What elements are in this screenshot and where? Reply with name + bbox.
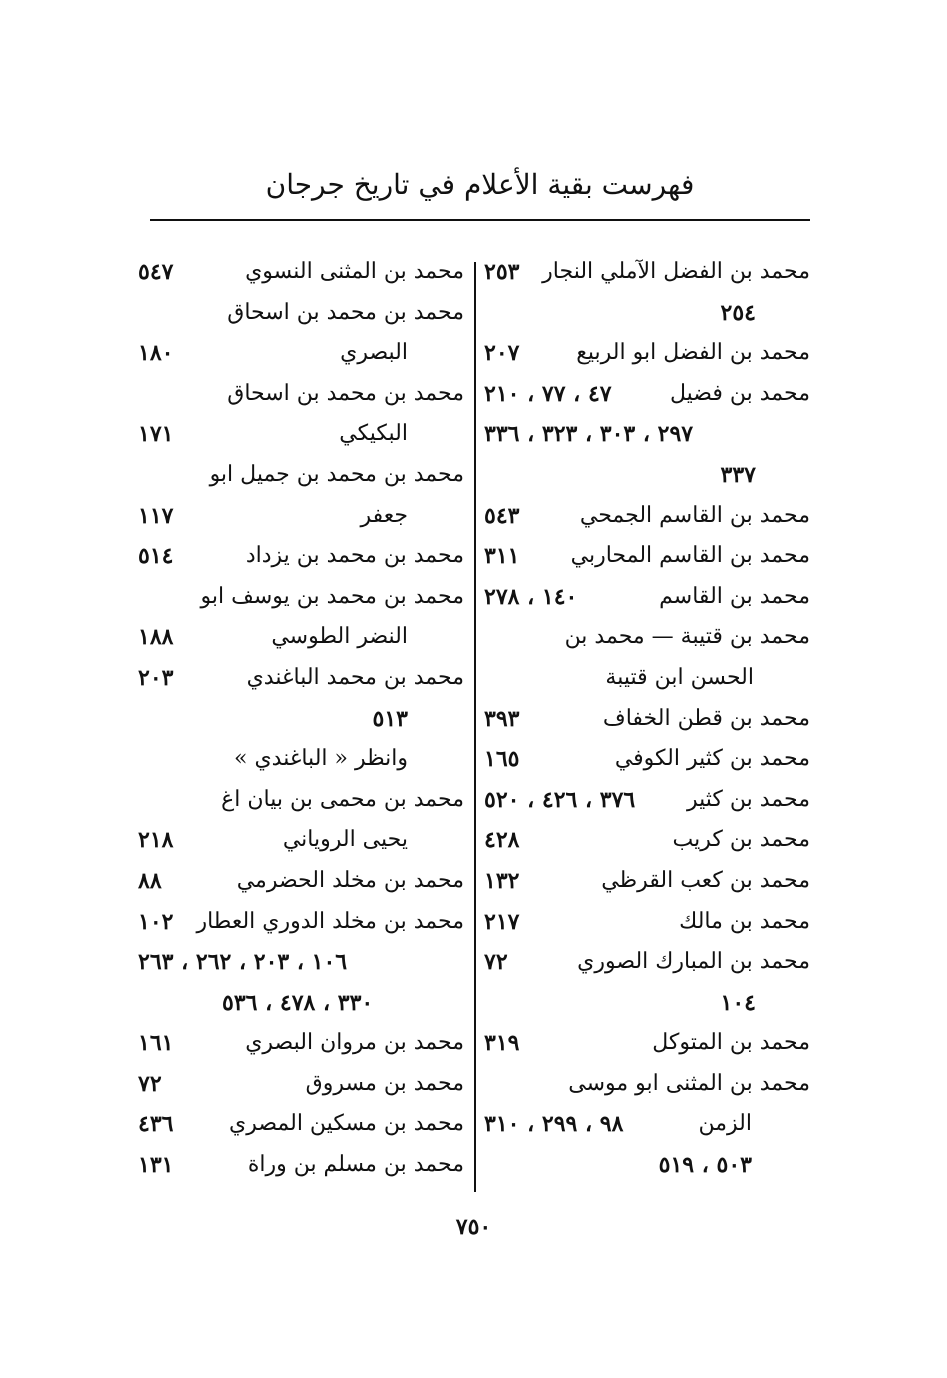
index-entry [138, 374, 464, 415]
entry-name: محمد بن محمى بن بيان اغ [221, 786, 464, 812]
entry-name: يحيى الروياني [282, 827, 408, 853]
entry-pages: ٥٠٣ ، ٥١٩ [658, 1152, 752, 1179]
index-entry [484, 252, 810, 293]
entry-name: محمد بن مخلد الحضرمي [236, 867, 464, 893]
entry-name: الحسن ابن قتيبة [605, 664, 754, 690]
entry-name: محمد بن مسروق [305, 1070, 464, 1096]
entry-name: محمد بن مسلم بن وراة [247, 1152, 464, 1178]
entry-pages: ٣١٩ [484, 1030, 520, 1057]
index-entry [138, 861, 464, 902]
entry-name: محمد بن قطن الخفاف [602, 705, 810, 731]
entry-pages: ٣٩٣ [484, 705, 520, 732]
entry-pages: ٨٨ [138, 867, 162, 894]
index-entry [138, 414, 464, 455]
index-entry [138, 333, 464, 374]
entry-pages: ٢١٧ [484, 908, 520, 935]
entry-name: محمد بن كثير الكوفي [614, 746, 810, 772]
entry-name: محمد بن مالك [679, 908, 810, 934]
entry-name: محمد بن المثنى ابو موسى [568, 1070, 810, 1096]
entry-pages: ٣٧٦ ، ٤٢٦ ، ٥٢٠ [484, 786, 636, 813]
entry-pages: ١٠٢ [138, 908, 174, 935]
entry-name: محمد بن محمد بن يزداد [245, 543, 464, 569]
index-entry [484, 374, 810, 415]
index-entry [484, 739, 810, 780]
entry-name: محمد بن مخلد الدوري العطار [196, 908, 464, 934]
index-entry [484, 902, 810, 943]
entry-name: محمد بن الفضل الآملي النجار [542, 259, 810, 284]
index-entry [138, 1104, 464, 1145]
entry-pages: ٣٣٠ ، ٤٧٨ ، ٥٣٦ [222, 989, 374, 1016]
entry-pages: ١٨٨ [138, 624, 174, 651]
entry-name: محمد بن كعب القرظي [601, 867, 810, 893]
entry-name: محمد بن القاسم [659, 583, 810, 609]
entry-pages: ٣١١ [484, 543, 520, 570]
entry-name: محمد بن المتوكل [652, 1030, 810, 1056]
index-entry [484, 496, 810, 537]
header-rule [150, 219, 810, 221]
entry-name: محمد بن مروان البصري [245, 1030, 464, 1056]
index-entry [484, 1023, 810, 1064]
index-entry [484, 861, 810, 902]
index-entry [484, 414, 810, 455]
entry-pages: ٢٥٣ [484, 259, 520, 285]
index-entry [484, 780, 810, 821]
entry-name: البكيكي [339, 421, 408, 447]
entry-pages: ١٨٠ [138, 340, 174, 367]
left-column [138, 252, 464, 1186]
entry-pages: ٤٧ ، ٧٧ ، ٢١٠ [484, 380, 612, 407]
index-entry [138, 820, 464, 861]
index-entry [484, 699, 810, 740]
entry-name: محمد بن محمد بن اسحاق [227, 299, 464, 325]
entry-pages: ٢٥٤ [720, 299, 756, 326]
index-entry [484, 333, 810, 374]
entry-name: النضر الطوسي [271, 624, 408, 650]
entry-pages: ٣٣٧ [720, 461, 756, 488]
entry-pages: ١٦١ [138, 1030, 174, 1057]
index-entry [138, 617, 464, 658]
entry-pages: ١٧١ [138, 421, 174, 448]
index-entry [484, 1064, 810, 1105]
entry-pages: ٤٢٨ [484, 827, 520, 854]
entry-pages: ٥١٣ [372, 705, 408, 732]
entry-pages: ١٣٢ [484, 867, 520, 894]
entry-name: محمد بن الفضل ابو الربيع [576, 340, 810, 366]
entry-name: الزمن [698, 1111, 752, 1137]
page-number: ٧٥٠ [455, 1214, 492, 1240]
index-entry [484, 1145, 810, 1186]
index-entry [484, 942, 810, 983]
entry-name: البصري [340, 340, 408, 366]
index-entry [138, 942, 464, 983]
index-entry [484, 1104, 810, 1145]
entry-name: محمد بن مسكين المصري [228, 1111, 464, 1137]
index-entry [138, 983, 464, 1024]
index-entry [138, 1064, 464, 1105]
entry-pages: ٢١٨ [138, 827, 174, 854]
index-entry [138, 1145, 464, 1186]
index-entry [138, 252, 464, 293]
index-entry [484, 536, 810, 577]
entry-name: وانظر « الباغندي » [233, 746, 408, 772]
entry-name: محمد بن فضيل [669, 380, 810, 406]
entry-name: محمد بن كريب [672, 827, 810, 853]
entry-name: محمد بن محمد بن جميل ابو [209, 461, 464, 487]
entry-pages: ٢٠٣ [138, 664, 174, 691]
index-entry [138, 577, 464, 618]
entry-name: محمد بن محمد الباغندي [246, 664, 464, 690]
index-entry [138, 293, 464, 334]
entry-pages: ٩٨ ، ٢٩٩ ، ٣١٠ [484, 1111, 624, 1138]
entry-name: محمد بن محمد بن اسحاق [227, 380, 464, 406]
entry-pages: ٥٤٧ [138, 259, 174, 285]
entry-pages: ٧٢ [484, 949, 508, 976]
entry-name: محمد بن كثير [687, 786, 810, 812]
index-entry [138, 455, 464, 496]
index-entry [484, 617, 810, 658]
index-entry [138, 496, 464, 537]
entry-pages: ٥١٤ [138, 543, 174, 570]
entry-pages: ١٤٠ ، ٢٧٨ [484, 583, 578, 610]
entry-name: محمد بن القاسم المحاربي [570, 543, 810, 569]
index-entry [484, 658, 810, 699]
entry-pages: ٥٤٣ [484, 502, 520, 529]
entry-pages: ١٣١ [138, 1152, 174, 1179]
index-entry [484, 820, 810, 861]
index-entry [484, 983, 810, 1024]
index-entry [138, 780, 464, 821]
index-entry [138, 739, 464, 780]
index-entry [138, 1023, 464, 1064]
index-entry [484, 293, 810, 334]
index-entry [138, 699, 464, 740]
entry-pages: ٢٠٧ [484, 340, 520, 367]
entry-name: محمد بن القاسم الجمحي [579, 502, 810, 528]
right-column [484, 252, 810, 1186]
index-entry [484, 455, 810, 496]
entry-pages: ١٦٥ [484, 746, 520, 773]
entry-name: محمد بن محمد بن يوسف ابو [200, 583, 464, 609]
entry-name: محمد بن المثنى النسوي [245, 259, 464, 284]
index-entry [138, 536, 464, 577]
entry-pages: ١٠٤ [720, 989, 756, 1016]
index-entry [138, 658, 464, 699]
entry-name: محمد بن المبارك الصوري [577, 949, 810, 975]
index-entry [138, 902, 464, 943]
entry-pages: ١١٧ [138, 502, 174, 529]
column-divider [474, 262, 476, 1192]
page-title: فهرست بقية الأعلام في تاريخ جرجان [265, 168, 695, 201]
entry-pages: ٤٣٦ [138, 1111, 174, 1138]
entry-pages: ٧٢ [138, 1070, 162, 1097]
entry-pages: ١٠٦ ، ٢٠٣ ، ٢٦٢ ، ٢٦٣ [138, 949, 348, 976]
index-entry [484, 577, 810, 618]
entry-name: جعفر [360, 502, 408, 528]
entry-name: محمد بن قتيبة — محمد بن [564, 624, 810, 650]
entry-pages: ٢٩٧ ، ٣٠٣ ، ٣٢٣ ، ٣٣٦ [484, 421, 694, 448]
